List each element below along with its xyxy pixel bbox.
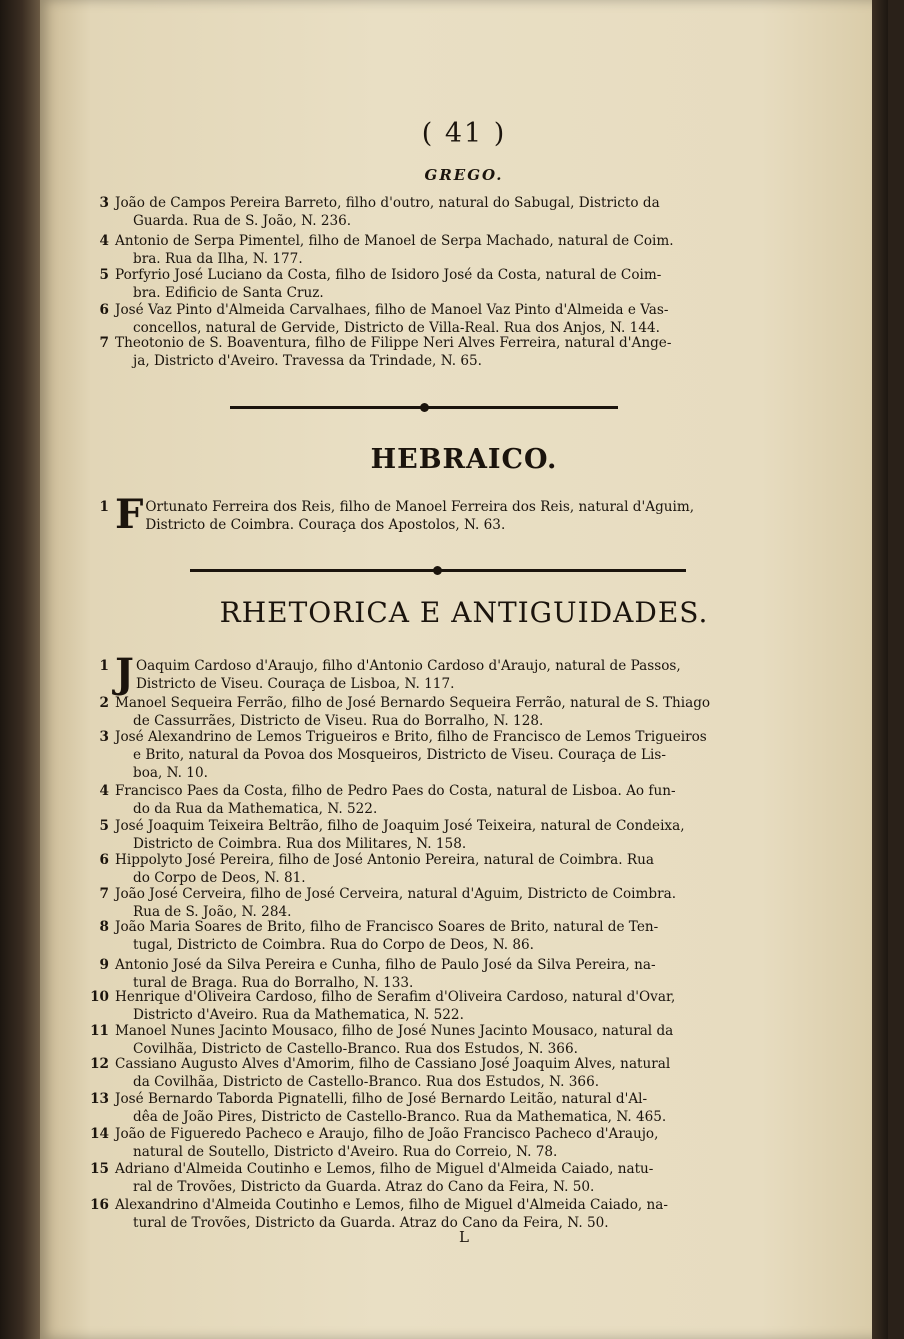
entry-line: do Corpo de Deos, N. 81. bbox=[133, 870, 306, 886]
book-spine bbox=[0, 0, 40, 1339]
list-item bbox=[99, 232, 795, 268]
entry-number: 8 bbox=[99, 919, 109, 935]
list-item bbox=[90, 1196, 795, 1232]
entry-line: José Vaz Pinto d'Almeida Carvalhaes, filho de Manoel Vaz Pinto d'Almeida e Vas- bbox=[115, 302, 669, 318]
document-page bbox=[40, 0, 888, 1339]
entry-line: de Cassurrães, Districto de Viseu. Rua do Borralho, N. 128. bbox=[133, 713, 544, 729]
entry-number: 9 bbox=[99, 957, 109, 973]
list-item bbox=[90, 1160, 795, 1196]
entry-line: do da Rua da Mathematica, N. 522. bbox=[133, 801, 378, 817]
divider-ornament bbox=[433, 566, 442, 575]
entry-line: natural de Soutello, Districto d'Aveiro. Rua do Correio, N. 78. bbox=[133, 1144, 558, 1160]
entry-line: ja, Districto d'Aveiro. Travessa da Trindade, N. 65. bbox=[133, 353, 482, 369]
entry-line: Porfyrio José Luciano da Costa, filho de Isidoro José da Costa, natural de Coim- bbox=[115, 267, 662, 283]
entry-line: João Maria Soares de Brito, filho de Francisco Soares de Brito, natural de Ten- bbox=[115, 919, 659, 935]
entry-line: Rua de S. João, N. 284. bbox=[133, 904, 292, 920]
entry-line: tural de Braga. Rua do Borralho, N. 133. bbox=[133, 975, 414, 991]
list-item bbox=[99, 301, 795, 337]
entry-line: Districto de Coimbra. Couraça dos Apostolos, N. 63. bbox=[145, 517, 506, 533]
entry-line: Adriano d'Almeida Coutinho e Lemos, filho de Miguel d'Almeida Caiado, natu- bbox=[115, 1161, 654, 1177]
entry-number: 13 bbox=[90, 1091, 109, 1107]
entry-line: Ortunato Ferreira dos Reis, filho de Manoel Ferreira dos Reis, natural d'Aguim, bbox=[145, 499, 695, 515]
list-item bbox=[99, 334, 795, 370]
divider-rule bbox=[230, 406, 618, 409]
drop-cap: F bbox=[115, 491, 144, 538]
list-item bbox=[99, 817, 795, 853]
entry-line: Antonio de Serpa Pimentel, filho de Manoel de Serpa Machado, natural de Coim. bbox=[115, 233, 674, 249]
entry-line: Cassiano Augusto Alves d'Amorim, filho de Cassiano José Joaquim Alves, natural bbox=[115, 1056, 671, 1072]
entry-line: Manoel Sequeira Ferrão, filho de José Bernardo Sequeira Ferrão, natural de S. Thiago bbox=[115, 695, 711, 711]
entry-line: Oaquim Cardoso d'Araujo, filho d'Antonio Cardoso d'Araujo, natural de Passos, bbox=[135, 658, 681, 674]
list-item bbox=[99, 728, 795, 782]
page-edge bbox=[872, 0, 888, 1339]
entry-line: João de Campos Pereira Barreto, filho d'outro, natural do Sabugal, Districto da bbox=[115, 195, 660, 211]
page-number: ( 41 ) bbox=[421, 118, 507, 149]
entry-line: ral de Trovões, Districto da Guarda. Atraz do Cano da Feira, N. 50. bbox=[133, 1179, 595, 1195]
section-heading-grego: GREGO. bbox=[424, 166, 504, 184]
entry-line: Hippolyto José Pereira, filho de José Antonio Pereira, natural de Coimbra. Rua bbox=[115, 852, 655, 868]
entry-number: 3 bbox=[99, 195, 109, 211]
entry-line: e Brito, natural da Povoa dos Mosqueiros, Districto de Viseu. Couraça de Lis- bbox=[133, 747, 666, 763]
entry-line: Manoel Nunes Jacinto Mousaco, filho de José Nunes Jacinto Mousaco, natural da bbox=[115, 1023, 674, 1039]
list-item bbox=[90, 1125, 795, 1161]
entry-line: tural de Trovões, Districto da Guarda. Atraz do Cano da Feira, N. 50. bbox=[133, 1215, 609, 1231]
list-item bbox=[90, 1055, 795, 1091]
list-item bbox=[99, 650, 795, 697]
entry-line: Alexandrino d'Almeida Coutinho e Lemos, filho de Miguel d'Almeida Caiado, na- bbox=[115, 1197, 668, 1213]
list-item bbox=[90, 1022, 795, 1058]
entry-number: 7 bbox=[99, 886, 109, 902]
entry-line: José Bernardo Taborda Pignatelli, filho de José Bernardo Leitão, natural d'Al- bbox=[115, 1091, 648, 1107]
entry-line: Districto d'Aveiro. Rua da Mathematica, N. 522. bbox=[133, 1007, 464, 1023]
entry-number: 5 bbox=[99, 818, 109, 834]
entry-line: da Covilhãa, Districto de Castello-Branco. Rua dos Estudos, N. 366. bbox=[133, 1074, 600, 1090]
entry-number: 2 bbox=[99, 695, 109, 711]
entry-number: 4 bbox=[99, 233, 109, 249]
list-item bbox=[99, 266, 795, 302]
list-item bbox=[99, 491, 795, 538]
list-item bbox=[99, 851, 795, 887]
entry-line: dêa de João Pires, Districto de Castello-Branco. Rua da Mathematica, N. 465. bbox=[133, 1109, 667, 1125]
list-item bbox=[99, 918, 795, 954]
entry-number: 4 bbox=[99, 783, 109, 799]
entry-line: Districto de Viseu. Couraça de Lisboa, N. 117. bbox=[135, 676, 455, 692]
entry-line: Guarda. Rua de S. João, N. 236. bbox=[133, 213, 352, 229]
list-item bbox=[99, 694, 795, 730]
entry-number: 15 bbox=[90, 1161, 109, 1177]
drop-cap: J bbox=[115, 650, 134, 697]
entry-number: 11 bbox=[90, 1023, 109, 1039]
section-heading-hebraico: HEBRAICO. bbox=[370, 444, 558, 475]
entry-number: 12 bbox=[90, 1056, 109, 1072]
entry-line: boa, N. 10. bbox=[133, 765, 208, 781]
entry-line: José Alexandrino de Lemos Trigueiros e Brito, filho de Francisco de Lemos Trigueiros bbox=[115, 729, 707, 745]
list-item bbox=[99, 782, 795, 818]
entry-line: bra. Edificio de Santa Cruz. bbox=[133, 285, 324, 301]
entry-line: Francisco Paes da Costa, filho de Pedro Paes do Costa, natural de Lisboa. Ao fun- bbox=[115, 783, 676, 799]
divider-rule bbox=[190, 569, 686, 572]
entry-number: 7 bbox=[99, 335, 109, 351]
list-item bbox=[99, 885, 795, 921]
entry-line: João de Figueredo Pacheco e Araujo, filho de João Francisco Pacheco d'Araujo, bbox=[115, 1126, 659, 1142]
entry-line: Henrique d'Oliveira Cardoso, filho de Serafim d'Oliveira Cardoso, natural d'Ovar, bbox=[115, 989, 676, 1005]
list-item bbox=[99, 194, 795, 230]
entry-line: João José Cerveira, filho de José Cerveira, natural d'Aguim, Districto de Coimbra. bbox=[115, 886, 677, 902]
entry-number: 6 bbox=[99, 852, 109, 868]
entry-number: 5 bbox=[99, 267, 109, 283]
divider-ornament bbox=[420, 403, 429, 412]
list-item bbox=[99, 956, 795, 992]
list-item bbox=[90, 988, 795, 1024]
entry-number: 6 bbox=[99, 302, 109, 318]
entry-number: 1 bbox=[99, 658, 109, 674]
entry-line: Antonio José da Silva Pereira e Cunha, filho de Paulo José da Silva Pereira, na- bbox=[115, 957, 656, 973]
entry-line: Covilhãa, Districto de Castello-Branco. Rua dos Estudos, N. 366. bbox=[133, 1041, 578, 1057]
entry-line: concellos, natural de Gervide, Districto de Villa-Real. Rua dos Anjos, N. 144. bbox=[133, 320, 660, 336]
entry-line: Theotonio de S. Boaventura, filho de Filippe Neri Alves Ferreira, natural d'Ange- bbox=[115, 335, 672, 351]
entry-line: José Joaquim Teixeira Beltrão, filho de Joaquim José Teixeira, natural de Condeixa, bbox=[115, 818, 685, 834]
entry-line: tugal, Districto de Coimbra. Rua do Corpo de Deos, N. 86. bbox=[133, 937, 534, 953]
signature-mark: L bbox=[459, 1228, 469, 1246]
section-heading-rhetorica: RHETORICA E ANTIGUIDADES. bbox=[219, 596, 709, 629]
entry-line: bra. Rua da Ilha, N. 177. bbox=[133, 251, 303, 267]
list-item bbox=[90, 1090, 795, 1126]
entry-number: 16 bbox=[90, 1197, 109, 1213]
entry-line: Districto de Coimbra. Rua dos Militares, N. 158. bbox=[133, 836, 467, 852]
entry-number: 10 bbox=[90, 989, 109, 1005]
entry-number: 3 bbox=[99, 729, 109, 745]
entry-number: 1 bbox=[99, 499, 109, 515]
entry-number: 14 bbox=[90, 1126, 109, 1142]
